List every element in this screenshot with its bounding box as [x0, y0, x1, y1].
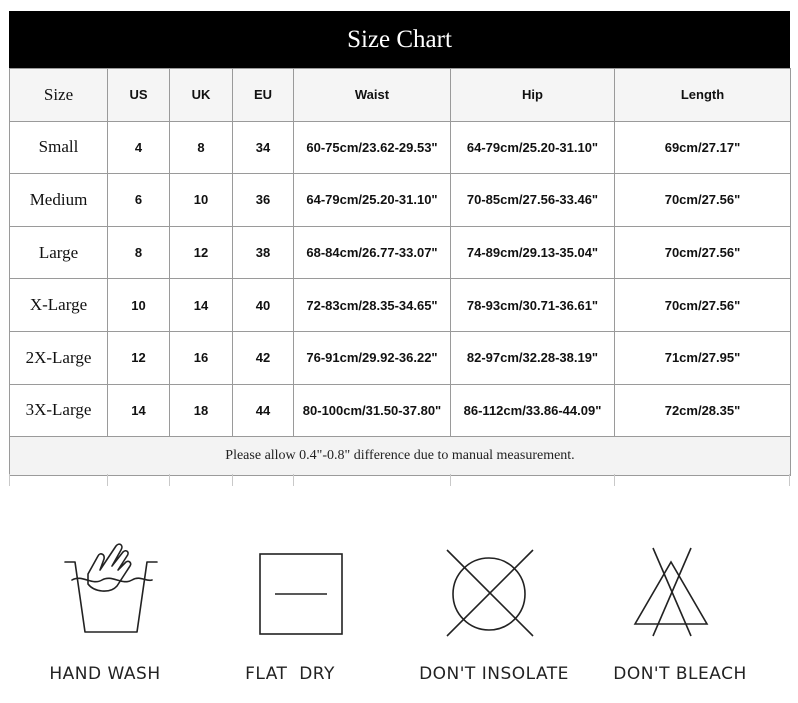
- waist-cell: 60-75cm/23.62-29.53": [294, 121, 451, 174]
- waist-cell: 80-100cm/31.50-37.80": [294, 384, 451, 437]
- header-length: Length: [615, 69, 791, 122]
- uk-cell: 8: [170, 121, 233, 174]
- eu-cell: 42: [233, 331, 294, 384]
- table-header-row: [10, 69, 791, 122]
- uk-cell: 18: [170, 384, 233, 437]
- us-cell: 14: [108, 384, 170, 437]
- us-cell: 6: [108, 174, 170, 227]
- uk-cell: 16: [170, 331, 233, 384]
- size-chart-title: Size Chart: [9, 11, 790, 68]
- waist-cell: 68-84cm/26.77-33.07": [294, 226, 451, 279]
- eu-cell: 36: [233, 174, 294, 227]
- eu-cell: 34: [233, 121, 294, 174]
- hip-cell: 64-79cm/25.20-31.10": [451, 121, 615, 174]
- do-not-tumble-dry-icon: [409, 540, 579, 650]
- hand-wash-icon: [20, 540, 190, 650]
- size-cell: Medium: [10, 174, 108, 227]
- table-row: [10, 331, 791, 384]
- waist-cell: 76-91cm/29.92-36.22": [294, 331, 451, 384]
- hip-cell: 74-89cm/29.13-35.04": [451, 226, 615, 279]
- waist-cell: 72-83cm/28.35-34.65": [294, 279, 451, 332]
- size-cell: Large: [10, 226, 108, 279]
- size-cell: X-Large: [10, 279, 108, 332]
- care-label: DON'T BLEACH: [613, 664, 747, 684]
- length-cell: 70cm/27.56": [615, 174, 791, 227]
- header-us: US: [108, 69, 170, 122]
- header-eu: EU: [233, 69, 294, 122]
- length-cell: 70cm/27.56": [615, 226, 791, 279]
- care-label: DON'T INSOLATE: [419, 664, 569, 684]
- size-cell: 2X-Large: [10, 331, 108, 384]
- care-label: FLAT DRY: [245, 664, 335, 684]
- header-waist: Waist: [294, 69, 451, 122]
- length-cell: 69cm/27.17": [615, 121, 791, 174]
- care-label: HAND WASH: [49, 664, 161, 684]
- care-hand-wash: [20, 540, 190, 690]
- uk-cell: 10: [170, 174, 233, 227]
- size-cell: 3X-Large: [10, 384, 108, 437]
- table-row: [10, 279, 791, 332]
- eu-cell: 40: [233, 279, 294, 332]
- table-row: [10, 174, 791, 227]
- eu-cell: 44: [233, 384, 294, 437]
- header-size: Size: [10, 69, 108, 122]
- hip-cell: 78-93cm/30.71-36.61": [451, 279, 615, 332]
- uk-cell: 12: [170, 226, 233, 279]
- measurement-note: Please allow 0.4"-0.8" difference due to manual measurement.: [10, 437, 791, 476]
- hip-cell: 70-85cm/27.56-33.46": [451, 174, 615, 227]
- us-cell: 4: [108, 121, 170, 174]
- note-row: [10, 437, 791, 476]
- uk-cell: 14: [170, 279, 233, 332]
- us-cell: 10: [108, 279, 170, 332]
- size-cell: Small: [10, 121, 108, 174]
- waist-cell: 64-79cm/25.20-31.10": [294, 174, 451, 227]
- length-cell: 72cm/28.35": [615, 384, 791, 437]
- flat-dry-icon: [205, 540, 375, 650]
- length-cell: 70cm/27.56": [615, 279, 791, 332]
- hip-cell: 82-97cm/32.28-38.19": [451, 331, 615, 384]
- eu-cell: 38: [233, 226, 294, 279]
- do-not-bleach-icon: [595, 540, 765, 650]
- care-dont-insolate: [409, 540, 579, 690]
- size-table: [9, 68, 791, 476]
- us-cell: 8: [108, 226, 170, 279]
- hip-cell: 86-112cm/33.86-44.09": [451, 384, 615, 437]
- table-row: [10, 384, 791, 437]
- header-hip: Hip: [451, 69, 615, 122]
- length-cell: 71cm/27.95": [615, 331, 791, 384]
- header-uk: UK: [170, 69, 233, 122]
- table-row: [10, 226, 791, 279]
- care-dont-bleach: [595, 540, 765, 690]
- table-row: [10, 121, 791, 174]
- table-tail-lines: [9, 474, 790, 486]
- care-flat-dry: [205, 540, 375, 690]
- us-cell: 12: [108, 331, 170, 384]
